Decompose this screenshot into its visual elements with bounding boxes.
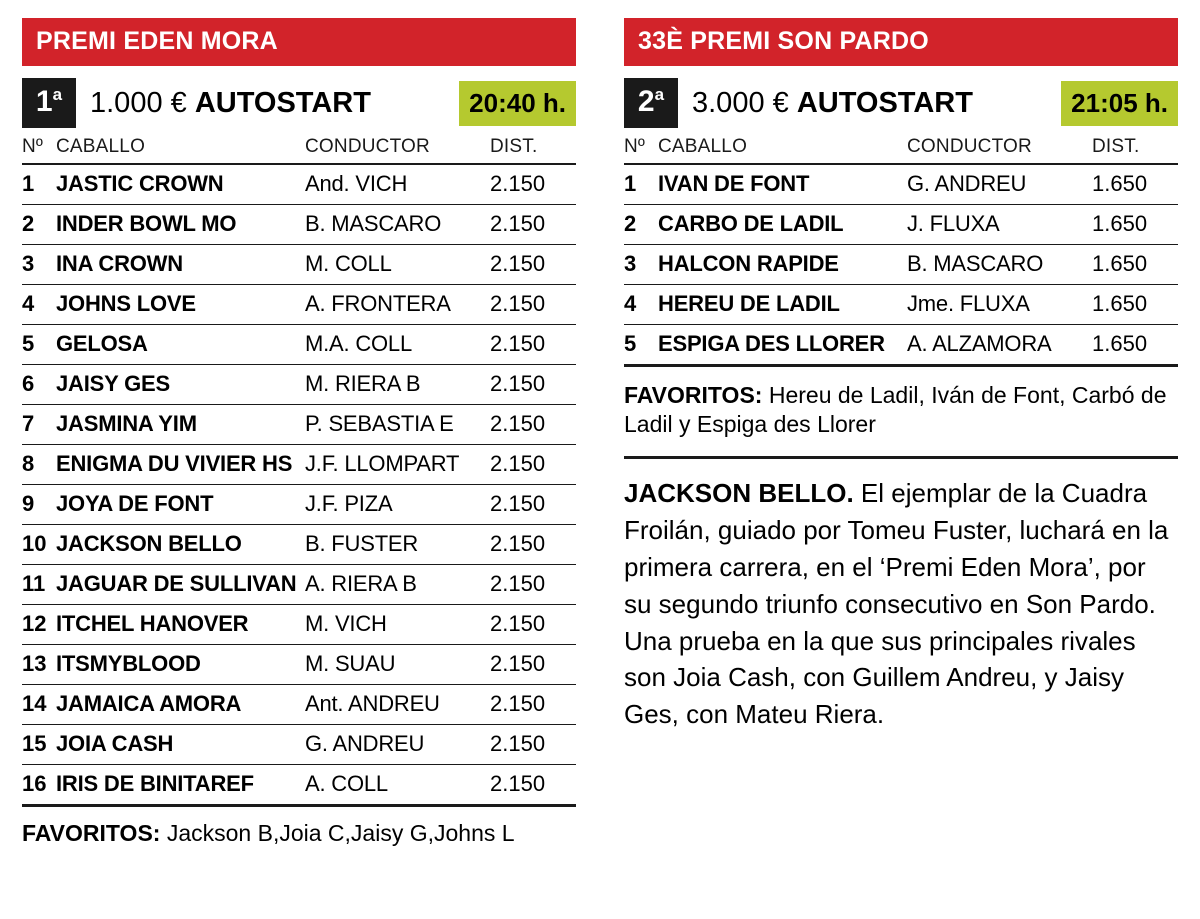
runner-distance: 1.650 bbox=[1092, 285, 1178, 325]
column-header-distance-1: DIST. bbox=[490, 134, 576, 164]
runner-distance: 2.150 bbox=[490, 725, 576, 765]
runner-number: 13 bbox=[22, 645, 56, 685]
race-number-value-1: 1 bbox=[35, 85, 53, 118]
runner-driver: M. RIERA B bbox=[305, 365, 490, 405]
table-row bbox=[624, 164, 1178, 205]
race-prize-amount-2: 3.000 € bbox=[692, 86, 789, 119]
runner-distance: 2.150 bbox=[490, 164, 576, 205]
runner-number: 16 bbox=[22, 765, 56, 806]
runner-horse: JASTIC CROWN bbox=[56, 164, 305, 205]
table-header-row-2 bbox=[624, 134, 1178, 164]
table-row bbox=[22, 445, 576, 485]
runner-distance: 2.150 bbox=[490, 685, 576, 725]
runner-number: 1 bbox=[624, 164, 658, 205]
race-time-badge-1: 20:40 h. bbox=[459, 81, 576, 126]
favorites-block-2 bbox=[624, 367, 1178, 459]
favorites-label-1: FAVORITOS: bbox=[22, 820, 161, 846]
runner-distance: 2.150 bbox=[490, 205, 576, 245]
runner-horse: INA CROWN bbox=[56, 245, 305, 285]
runner-number: 9 bbox=[22, 485, 56, 525]
race-number-value-2: 2 bbox=[637, 85, 655, 118]
runner-number: 5 bbox=[22, 325, 56, 365]
runner-driver: B. FUSTER bbox=[305, 525, 490, 565]
table-row bbox=[624, 325, 1178, 366]
runner-horse: HALCON RAPIDE bbox=[658, 245, 907, 285]
runner-driver: And. VICH bbox=[305, 164, 490, 205]
race-title-1: PREMI EDEN MORA bbox=[22, 18, 576, 66]
runner-number: 2 bbox=[624, 205, 658, 245]
runner-driver: M. SUAU bbox=[305, 645, 490, 685]
runner-number: 6 bbox=[22, 365, 56, 405]
favorites-label-2: FAVORITOS: bbox=[624, 382, 763, 408]
runner-number: 4 bbox=[22, 285, 56, 325]
runner-driver: J. FLUXA bbox=[907, 205, 1092, 245]
runner-number: 7 bbox=[22, 405, 56, 445]
runner-driver: M. VICH bbox=[305, 605, 490, 645]
runner-distance: 1.650 bbox=[1092, 245, 1178, 285]
favorites-text-1: Jackson B,Joia C,Jaisy G,Johns L bbox=[160, 820, 515, 846]
race-header-2 bbox=[624, 78, 1178, 134]
table-row bbox=[624, 205, 1178, 245]
runner-number: 2 bbox=[22, 205, 56, 245]
runner-horse: JAISY GES bbox=[56, 365, 305, 405]
runner-driver: A. RIERA B bbox=[305, 565, 490, 605]
runner-driver: M.A. COLL bbox=[305, 325, 490, 365]
column-header-number-1: Nº bbox=[22, 134, 56, 164]
race-number-badge-2 bbox=[624, 78, 678, 128]
article-body bbox=[624, 459, 1178, 733]
runner-driver: Jme. FLUXA bbox=[907, 285, 1092, 325]
table-header-row-1 bbox=[22, 134, 576, 164]
table-row bbox=[22, 485, 576, 525]
race-column-left bbox=[22, 18, 576, 909]
table-row bbox=[22, 605, 576, 645]
runner-distance: 1.650 bbox=[1092, 164, 1178, 205]
runner-distance: 2.150 bbox=[490, 285, 576, 325]
runner-driver: P. SEBASTIA E bbox=[305, 405, 490, 445]
runner-driver: J.F. LLOMPART bbox=[305, 445, 490, 485]
runner-number: 1 bbox=[22, 164, 56, 205]
runner-horse: JAMAICA AMORA bbox=[56, 685, 305, 725]
table-row bbox=[22, 565, 576, 605]
race-number-badge-1 bbox=[22, 78, 76, 128]
runner-horse: ITSMYBLOOD bbox=[56, 645, 305, 685]
column-header-horse-1: CABALLO bbox=[56, 134, 305, 164]
column-header-driver-1: CONDUCTOR bbox=[305, 134, 490, 164]
column-header-distance-2: DIST. bbox=[1092, 134, 1178, 164]
column-header-driver-2: CONDUCTOR bbox=[907, 134, 1092, 164]
runner-number: 5 bbox=[624, 325, 658, 366]
runner-number: 11 bbox=[22, 565, 56, 605]
runner-driver: J.F. PIZA bbox=[305, 485, 490, 525]
race-start-type-1: AUTOSTART bbox=[194, 86, 371, 119]
runner-horse: GELOSA bbox=[56, 325, 305, 365]
table-row bbox=[22, 405, 576, 445]
race-column-right bbox=[624, 18, 1178, 909]
runner-distance: 2.150 bbox=[490, 485, 576, 525]
runner-distance: 2.150 bbox=[490, 245, 576, 285]
race-time-badge-2: 21:05 h. bbox=[1061, 81, 1178, 126]
runner-horse: JOHNS LOVE bbox=[56, 285, 305, 325]
runners-table-1 bbox=[22, 134, 576, 807]
race-number-suffix-2: a bbox=[654, 85, 665, 104]
table-row bbox=[22, 164, 576, 205]
race-start-type-2: AUTOSTART bbox=[796, 86, 973, 119]
runner-distance: 1.650 bbox=[1092, 205, 1178, 245]
runner-distance: 2.150 bbox=[490, 765, 576, 806]
race-title-2: 33È PREMI SON PARDO bbox=[624, 18, 1178, 66]
runner-distance: 2.150 bbox=[490, 365, 576, 405]
runner-horse: JACKSON BELLO bbox=[56, 525, 305, 565]
runner-horse: HEREU DE LADIL bbox=[658, 285, 907, 325]
runner-distance: 1.650 bbox=[1092, 325, 1178, 366]
runner-horse: JOYA DE FONT bbox=[56, 485, 305, 525]
runner-horse: IVAN DE FONT bbox=[658, 164, 907, 205]
table-row bbox=[22, 205, 576, 245]
runner-horse: INDER BOWL MO bbox=[56, 205, 305, 245]
article-lead: JACKSON BELLO. bbox=[624, 477, 854, 508]
race-header-1 bbox=[22, 78, 576, 134]
table-row bbox=[22, 685, 576, 725]
column-header-number-2: Nº bbox=[624, 134, 658, 164]
runner-driver: G. ANDREU bbox=[907, 164, 1092, 205]
runner-driver: A. ALZAMORA bbox=[907, 325, 1092, 366]
favorites-block-1 bbox=[22, 807, 576, 848]
runners-table-2 bbox=[624, 134, 1178, 367]
runner-distance: 2.150 bbox=[490, 645, 576, 685]
race-prize-2 bbox=[692, 86, 973, 119]
runner-distance: 2.150 bbox=[490, 525, 576, 565]
runner-horse: CARBO DE LADIL bbox=[658, 205, 907, 245]
table-row bbox=[22, 765, 576, 806]
runner-driver: M. COLL bbox=[305, 245, 490, 285]
runner-number: 12 bbox=[22, 605, 56, 645]
table-row bbox=[22, 645, 576, 685]
runner-number: 4 bbox=[624, 285, 658, 325]
article-text: El ejemplar de la Cuadra Froilán, guiado por Tomeu Fuster, luchará en la primera carrera, en el ‘Premi Eden Mora’, por su segundo triunfo consecutivo en Son Pardo. Una prueba en la que sus principales rivales son Joia Cash, con Guillem Andreu, y Jaisy Ges, con Mateu Riera. bbox=[624, 477, 1169, 730]
runner-number: 14 bbox=[22, 685, 56, 725]
runner-number: 3 bbox=[22, 245, 56, 285]
runner-number: 3 bbox=[624, 245, 658, 285]
race-prize-amount-1: 1.000 € bbox=[90, 86, 187, 119]
runner-horse: JASMINA YIM bbox=[56, 405, 305, 445]
runner-number: 10 bbox=[22, 525, 56, 565]
race-prize-1 bbox=[90, 86, 371, 119]
runner-number: 15 bbox=[22, 725, 56, 765]
runner-driver: G. ANDREU bbox=[305, 725, 490, 765]
runner-distance: 2.150 bbox=[490, 605, 576, 645]
table-row bbox=[624, 285, 1178, 325]
runner-driver: A. COLL bbox=[305, 765, 490, 806]
table-row bbox=[22, 245, 576, 285]
runner-horse: ESPIGA DES LLORER bbox=[658, 325, 907, 366]
runner-horse: ENIGMA DU VIVIER HS bbox=[56, 445, 305, 485]
runner-horse: ITCHEL HANOVER bbox=[56, 605, 305, 645]
runner-number: 8 bbox=[22, 445, 56, 485]
column-header-horse-2: CABALLO bbox=[658, 134, 907, 164]
table-row bbox=[22, 725, 576, 765]
table-row bbox=[22, 525, 576, 565]
runner-driver: Ant. ANDREU bbox=[305, 685, 490, 725]
runner-driver: B. MASCARO bbox=[305, 205, 490, 245]
table-row bbox=[22, 325, 576, 365]
runner-driver: A. FRONTERA bbox=[305, 285, 490, 325]
runner-distance: 2.150 bbox=[490, 405, 576, 445]
table-row bbox=[22, 365, 576, 405]
runner-distance: 2.150 bbox=[490, 325, 576, 365]
race-number-suffix-1: a bbox=[52, 85, 63, 104]
table-row bbox=[624, 245, 1178, 285]
favorites-text-2: Hereu de Ladil, Iván de Font, Carbó de Ladil y Espiga des Llorer bbox=[624, 382, 1167, 438]
runner-horse: JOIA CASH bbox=[56, 725, 305, 765]
runner-distance: 2.150 bbox=[490, 565, 576, 605]
runner-distance: 2.150 bbox=[490, 445, 576, 485]
runner-horse: IRIS DE BINITAREF bbox=[56, 765, 305, 806]
runner-driver: B. MASCARO bbox=[907, 245, 1092, 285]
table-row bbox=[22, 285, 576, 325]
runner-horse: JAGUAR DE SULLIVAN bbox=[56, 565, 305, 605]
